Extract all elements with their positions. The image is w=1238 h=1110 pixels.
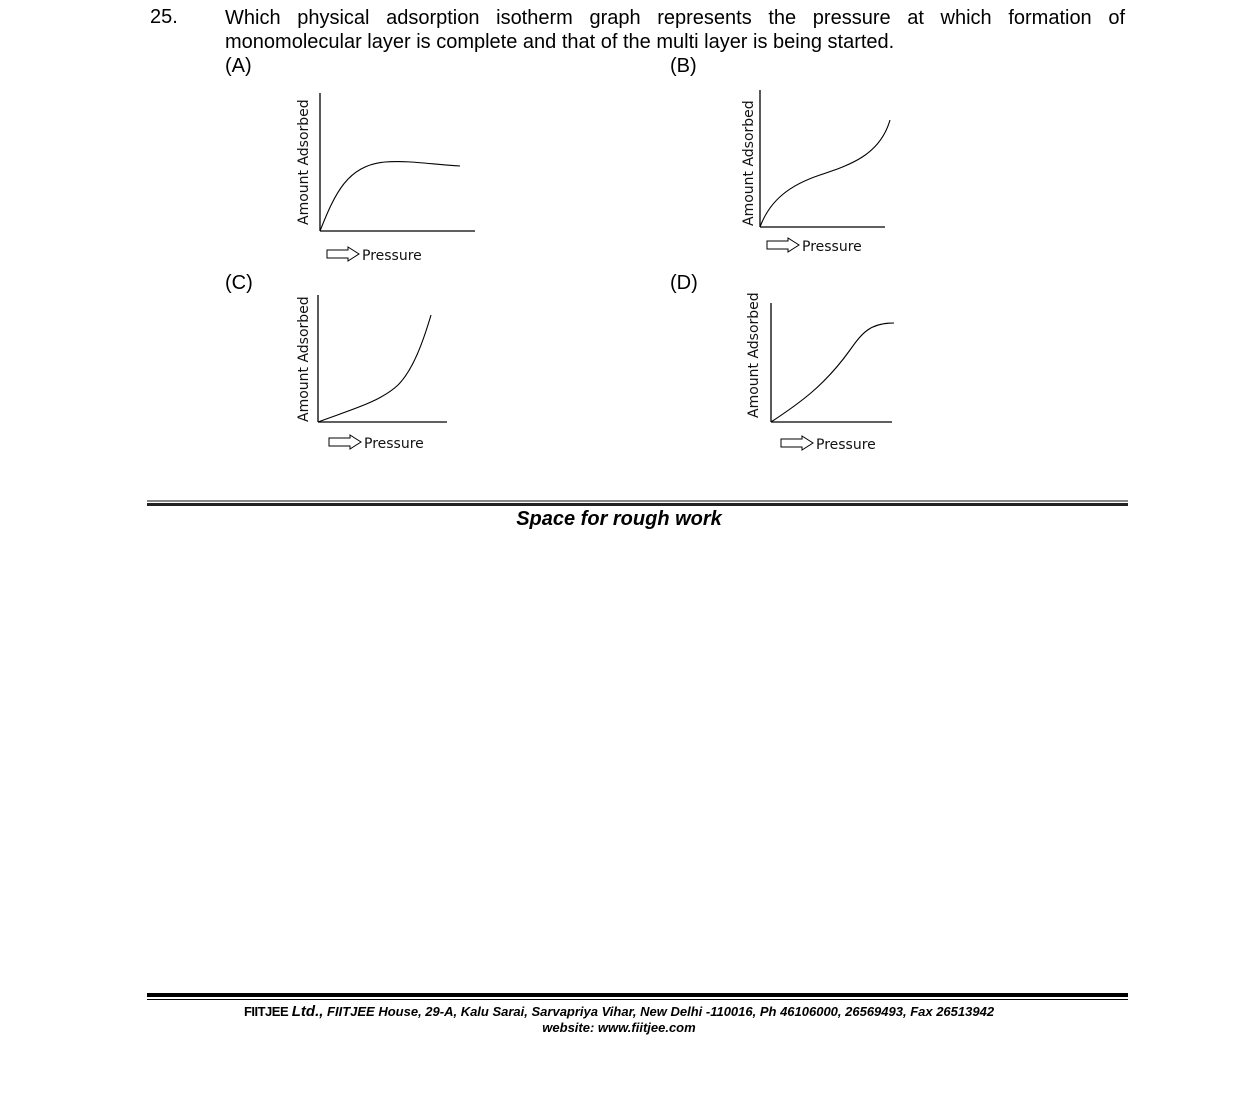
divider-rough-top-thin (147, 500, 1128, 502)
graph-c-curve (318, 315, 431, 422)
divider-footer-thin (147, 999, 1128, 1000)
graph-a (290, 85, 490, 265)
graph-d-y-axis-label: Amount Adsorbed (746, 292, 762, 418)
graph-c-arrow-icon (329, 435, 361, 449)
graph-b-arrow-icon (767, 238, 799, 252)
divider-footer-thick (147, 993, 1128, 997)
graph-b-curve (760, 120, 890, 227)
footer-ltd: Ltd., (291, 1003, 324, 1020)
option-c-label: (C) (225, 272, 253, 294)
footer-brand: FIITJEE (243, 1004, 289, 1019)
rough-work-label: Space for rough work (516, 508, 722, 530)
footer-website: website: www.fiitjee.com (542, 1020, 696, 1035)
question-text: Which physical adsorption isotherm graph represents the pressure at which formation of monomolecular layer is complete and that of the multi layer is being started. (225, 7, 1125, 53)
graph-d-arrow-icon (781, 436, 813, 450)
graph-d-x-axis-label: Pressure (816, 437, 876, 453)
graph-b (735, 85, 935, 265)
divider-rough-top-thick (147, 503, 1128, 506)
graph-d-curve (771, 323, 894, 422)
graph-d (740, 285, 940, 465)
graph-b-y-axis-label: Amount Adsorbed (741, 100, 757, 226)
graph-b-x-axis-label: Pressure (802, 239, 862, 255)
graph-a-x-axis-label: Pressure (362, 248, 422, 264)
footer-address: FIITJEE House, 29-A, Kalu Sarai, Sarvapriya Vihar, New Delhi -110016, Ph 46106000, 26569493, Fax 26513942 (327, 1004, 995, 1019)
graph-c (290, 290, 490, 460)
graph-c-x-axis-label: Pressure (364, 436, 424, 452)
graph-c-y-axis-label: Amount Adsorbed (296, 296, 312, 422)
graph-a-arrow-icon (327, 247, 359, 261)
graph-a-curve (320, 162, 460, 231)
graph-a-y-axis-label: Amount Adsorbed (296, 99, 312, 225)
option-d-label: (D) (670, 272, 698, 294)
question-number: 25. (150, 6, 178, 28)
option-b-label: (B) (670, 55, 697, 77)
footer-address-line (0, 1003, 1238, 1020)
option-a-label: (A) (225, 55, 252, 77)
